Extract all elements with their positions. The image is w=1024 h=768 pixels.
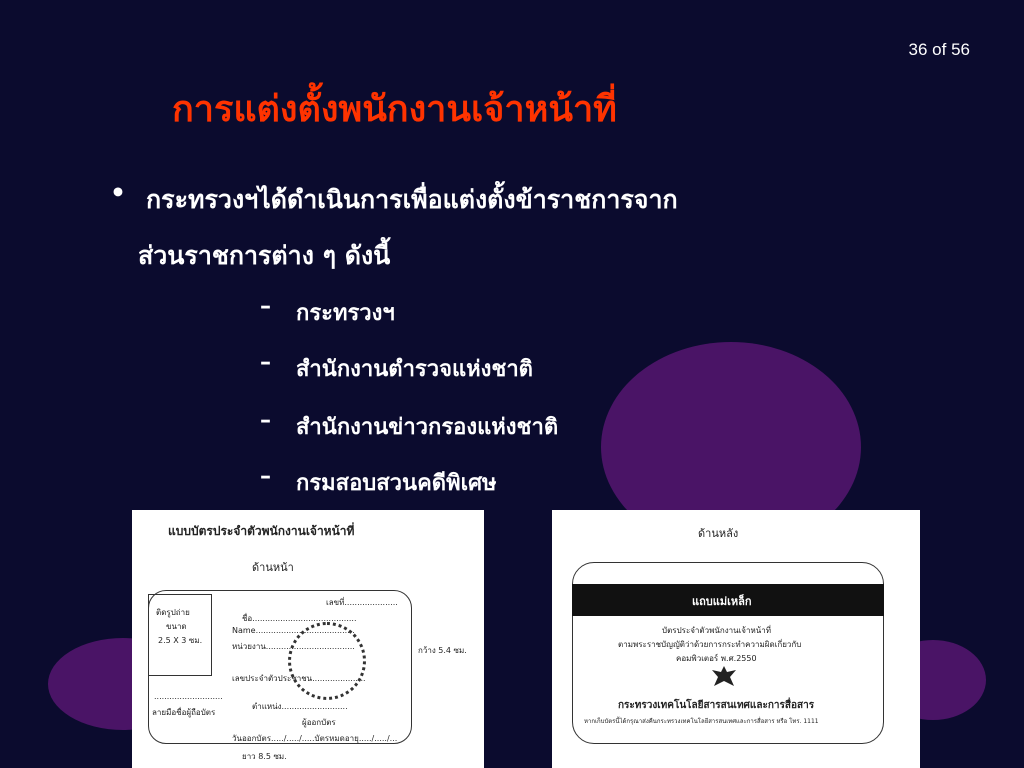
photo-size-label: ขนาด bbox=[166, 622, 187, 631]
length-note: ยาว 8.5 ซม. bbox=[242, 752, 287, 761]
photo-label: ติดรูปถ่าย bbox=[156, 608, 190, 617]
page-number: 36 of 56 bbox=[908, 40, 970, 59]
dash-1: – bbox=[260, 294, 271, 319]
field-issue-date: วันออกบัตร...../...../.....บัตรหมดอายุ...../...../... bbox=[232, 734, 398, 743]
card-heading: แบบบัตรประจำตัวพนักงานเจ้าหน้าที่ bbox=[168, 524, 355, 538]
bullet-dot: • bbox=[110, 178, 126, 207]
field-issuer: ผู้ออกบัตร bbox=[302, 718, 336, 727]
field-number: เลขที่..................... bbox=[326, 598, 398, 607]
id-card-back-image bbox=[552, 510, 920, 768]
dash-2: – bbox=[260, 350, 271, 375]
id-card-front-image bbox=[132, 510, 484, 768]
dash-4: – bbox=[260, 464, 271, 489]
magnetic-stripe-label: แถบแม่เหล็ก bbox=[692, 595, 752, 608]
slide-title: การแต่งตั้งพนักงานเจ้าหน้าที่ bbox=[172, 89, 617, 130]
ministry-name: กระทรวงเทคโนโลยีสารสนเทศและการสื่อสาร bbox=[618, 700, 815, 711]
sub-item-intelligence: สำนักงานข่าวกรองแห่งชาติ bbox=[296, 415, 559, 440]
field-position: ตำแหน่ง.......................... bbox=[252, 702, 348, 711]
field-name-th: ชื่อ......................................... bbox=[242, 614, 357, 623]
back-line-2: ตามพระราชบัญญัติว่าด้วยการกระทำความผิดเกี่ยวกับ bbox=[618, 640, 802, 649]
seal-circle bbox=[288, 622, 366, 700]
back-line-1: บัตรประจำตัวพนักงานเจ้าหน้าที่ bbox=[662, 626, 771, 635]
front-side-label: ด้านหน้า bbox=[252, 561, 294, 574]
bullet-text-line1: กระทรวงฯได้ดำเนินการเพื่อแต่งตั้งข้าราชการจาก bbox=[146, 185, 678, 214]
field-name-en: Name....................................... bbox=[232, 626, 355, 635]
garuda-emblem-icon bbox=[710, 664, 738, 690]
sign-label: ลายมือชื่อผู้ถือบัตร bbox=[152, 708, 216, 717]
sub-item-police: สำนักงานตำรวจแห่งชาติ bbox=[296, 357, 533, 382]
photo-dimension: 2.5 X 3 ซม. bbox=[158, 636, 203, 645]
dash-3: – bbox=[260, 408, 271, 433]
back-line-3: คอมพิวเตอร์ พ.ศ.2550 bbox=[676, 654, 757, 663]
width-note: กว้าง 5.4 ซม. bbox=[418, 646, 467, 655]
sub-item-ministry: กระทรวงฯ bbox=[296, 301, 395, 326]
back-footer: หากเก็บบัตรนี้ได้กรุณาส่งคืนกระทรวงเทคโนโลยีสารสนเทศและการสื่อสาร หรือ โทร. 1111 bbox=[584, 718, 819, 725]
sign-line: ........................... bbox=[154, 692, 223, 701]
bullet-text-line2: ส่วนราชการต่าง ๆ ดังนี้ bbox=[138, 241, 391, 270]
back-side-label: ด้านหลัง bbox=[698, 527, 739, 540]
field-agency: หน่วยงาน................................... bbox=[232, 642, 355, 651]
sub-item-dsi: กรมสอบสวนคดีพิเศษ bbox=[296, 471, 497, 496]
field-id-number: เลขประจำตัวประชาชน..................... bbox=[232, 674, 366, 683]
